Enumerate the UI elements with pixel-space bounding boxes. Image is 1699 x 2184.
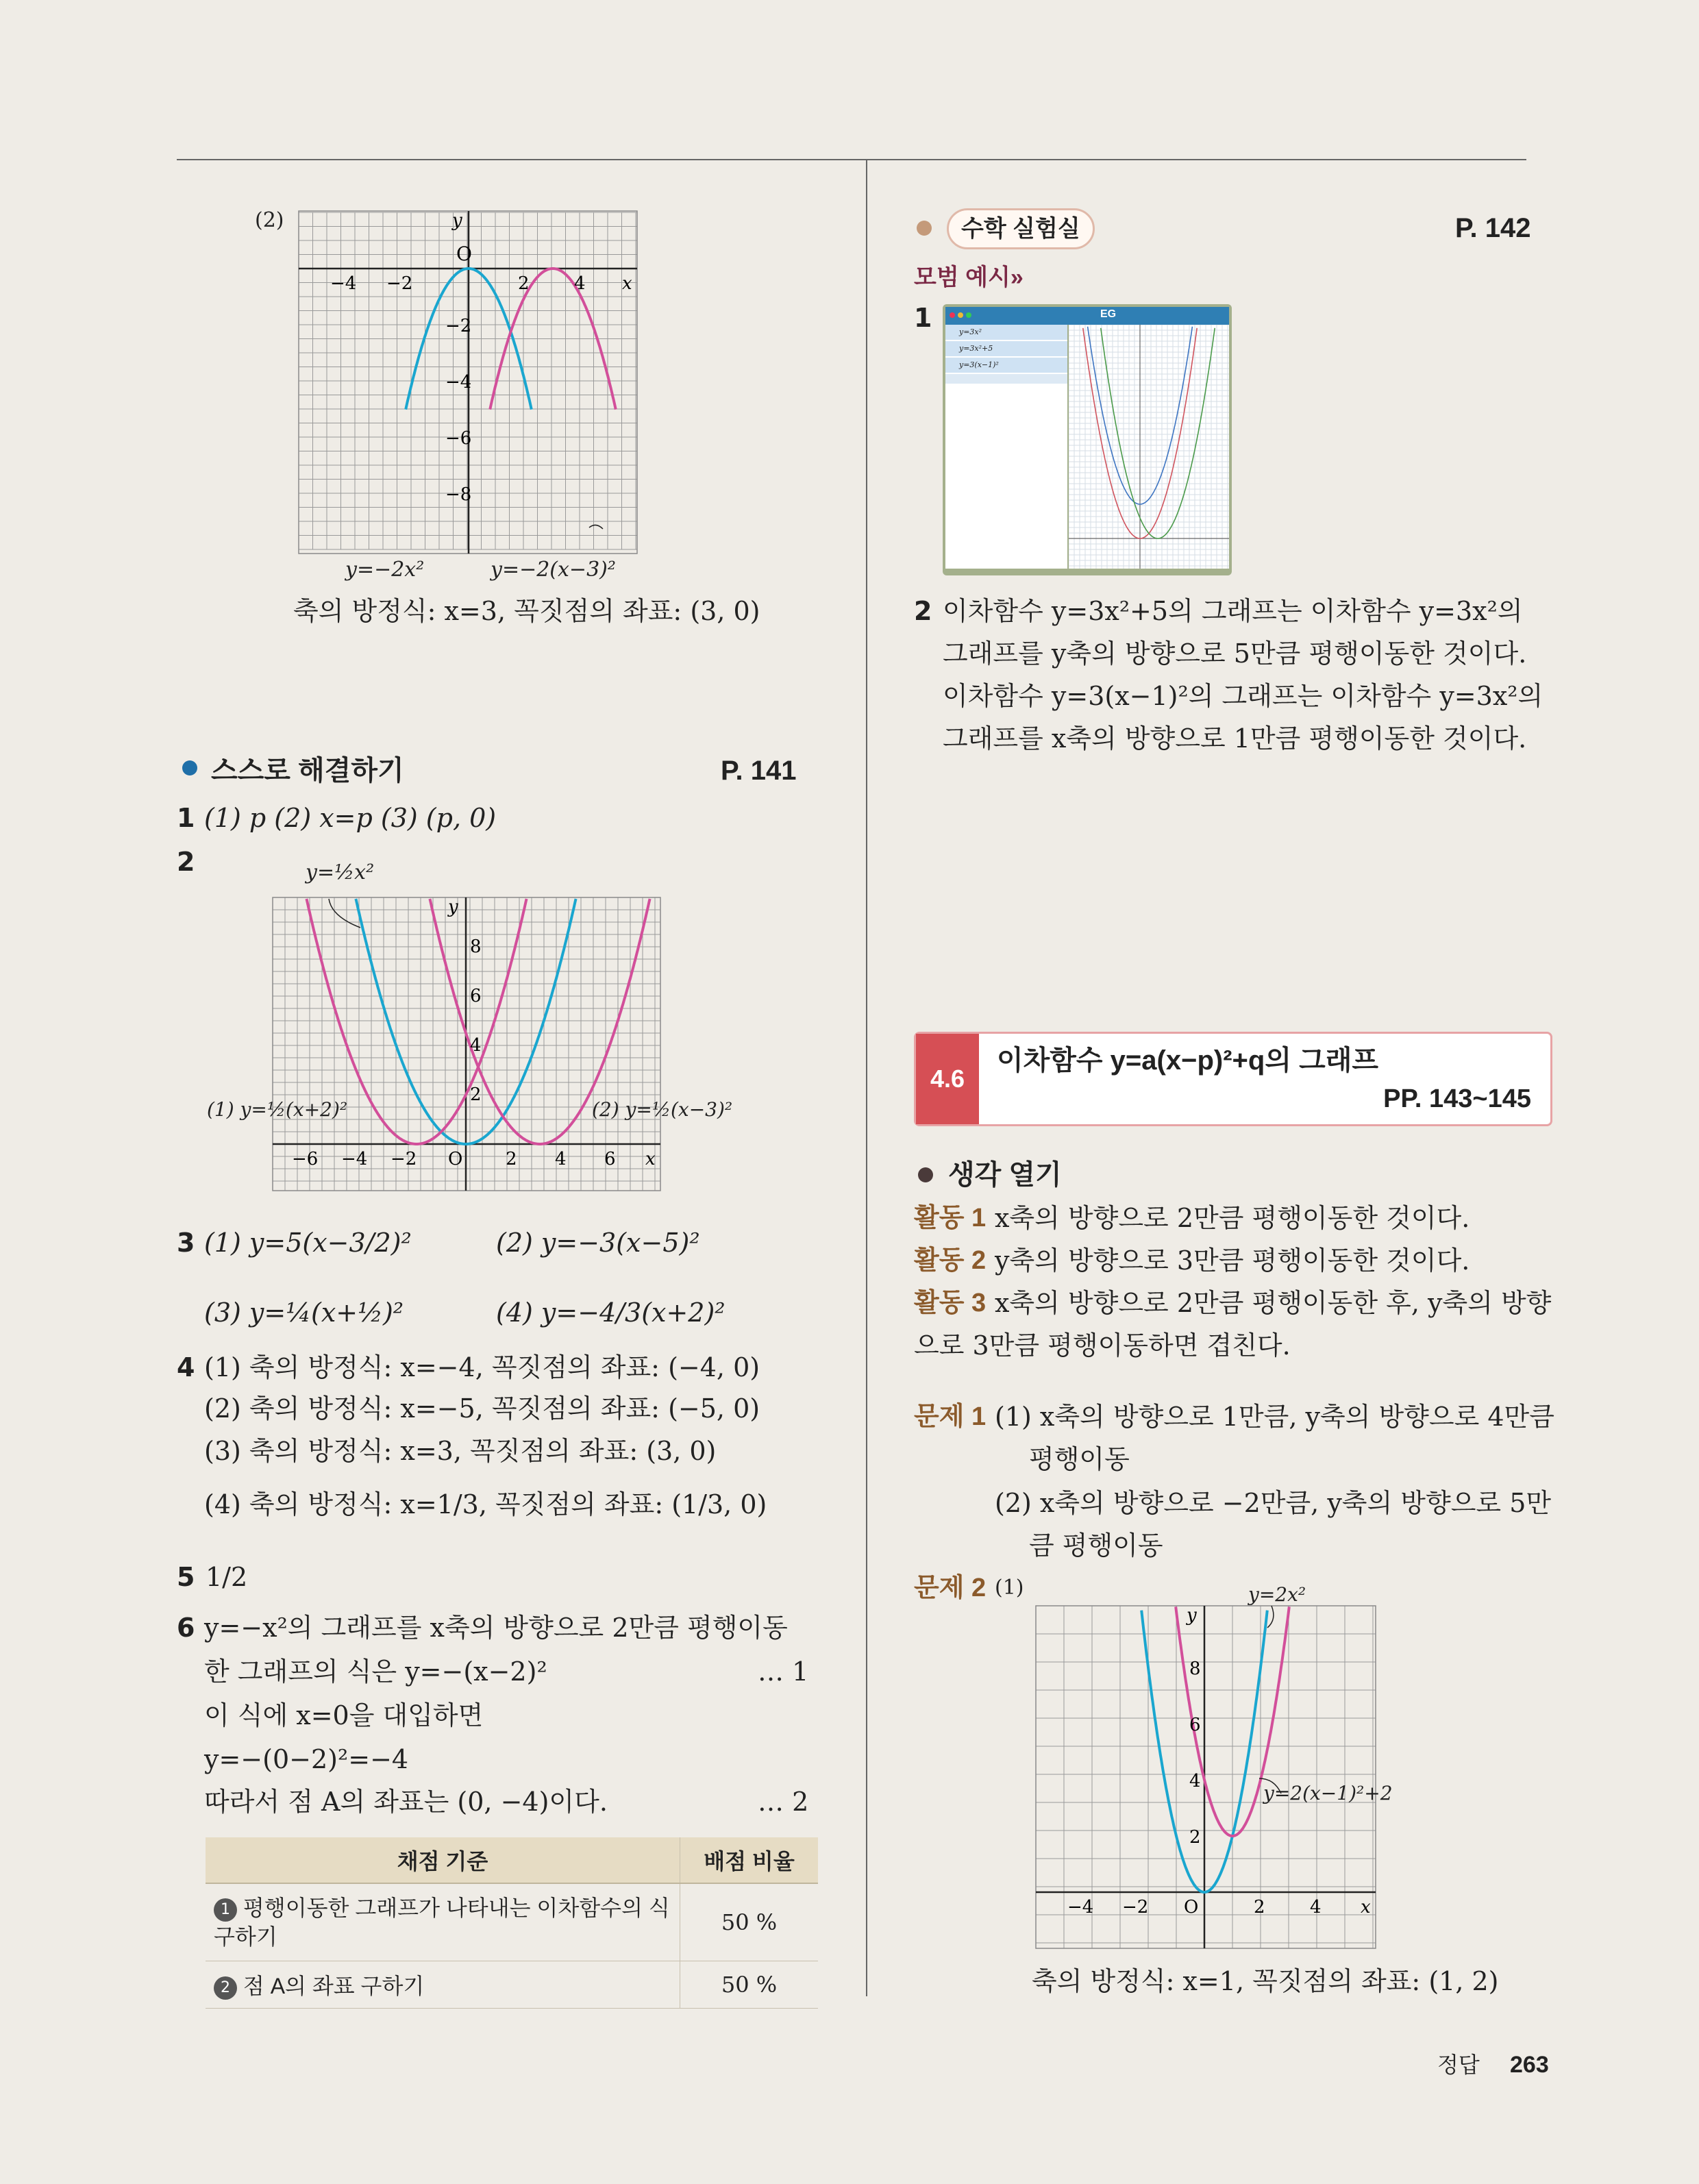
- xtick: −4: [341, 1149, 368, 1169]
- column-divider: [866, 160, 867, 1996]
- activity-1-label: 활동 1: [914, 1204, 987, 1232]
- circle-number-1: 1: [214, 1898, 237, 1922]
- ytick: −6: [445, 428, 472, 449]
- section-page: P. 141: [721, 756, 797, 786]
- xtick: 2: [518, 273, 530, 294]
- q3-number: 3: [177, 1228, 195, 1258]
- table-row: [206, 1883, 818, 1961]
- q1-number: 1: [177, 803, 195, 833]
- q6-line-5: 따라서 점 A의 좌표는 (0, −4)이다.: [204, 1787, 608, 1817]
- banner-pages: PP. 143~145: [1383, 1084, 1531, 1113]
- activity-2-text: y축의 방향으로 3만큼 평행이동한 것이다.: [995, 1245, 1470, 1276]
- app-expression-item[interactable]: y=3x²+5: [945, 341, 1067, 356]
- xtick: 4: [574, 273, 586, 294]
- y-axis-label: y: [448, 897, 458, 917]
- lab-q2-line-1: 이차함수 y=3x²+5의 그래프는 이차함수 y=3x²의: [943, 596, 1523, 626]
- label-pointer-arrow: [589, 525, 603, 529]
- label-pointer-arrow: [1267, 1606, 1274, 1628]
- lab-q2-line-2: 그래프를 y축의 방향으로 5만큼 평행이동한 것이다.: [943, 638, 1527, 669]
- problem-1-line-1: (1) x축의 방향으로 1만큼, y축의 방향으로 4만큼: [995, 1402, 1554, 1432]
- q3-b: (2) y=−3(x−5)²: [496, 1228, 700, 1258]
- lab-q2-line-3: 이차함수 y=3(x−1)²의 그래프는 이차함수 y=3x²의: [943, 681, 1543, 711]
- q3-a: (1) y=5(x−3/2)²: [204, 1228, 412, 1258]
- window-close-icon[interactable]: [950, 312, 955, 318]
- app-logo-icon: EG: [1100, 308, 1117, 320]
- footer-page-number: 263: [1510, 2052, 1549, 2078]
- xtick: 4: [555, 1149, 567, 1169]
- think-title: 생각 열기: [948, 1160, 1062, 1190]
- ytick: 2: [470, 1084, 482, 1105]
- xtick: −2: [1122, 1897, 1149, 1918]
- app-screenshot: [943, 304, 1232, 575]
- q2-number: 2: [177, 847, 195, 877]
- header-rule: [177, 159, 869, 160]
- app-side-panel: [945, 325, 1067, 569]
- xtick: −2: [386, 273, 413, 294]
- q4-item-2: (2) 축의 방정식: x=−5, 꼭짓점의 좌표: (−5, 0): [204, 1393, 760, 1424]
- origin-label: O: [1184, 1897, 1199, 1918]
- xtick: 4: [1310, 1897, 1322, 1918]
- app-expression-item[interactable]: y=3(x−1)²: [945, 358, 1067, 373]
- problem-1-line-3: (2) x축의 방향으로 −2만큼, y축의 방향으로 5만: [995, 1488, 1552, 1518]
- ytick: 4: [470, 1035, 482, 1056]
- q4-item-4: (4) 축의 방정식: x=1/3, 꼭짓점의 좌표: (1/3, 0): [204, 1489, 767, 1519]
- lab-item-number: 1: [914, 303, 932, 333]
- graph2: [295, 206, 651, 562]
- problem-1-line-2: 평행이동: [1029, 1444, 1130, 1474]
- q1-answer: (1) p (2) x=p (3) (p, 0): [204, 803, 497, 833]
- xtick: −2: [390, 1149, 417, 1169]
- table-row: [206, 1961, 818, 2009]
- problem-1-line-4: 큼 평행이동: [1029, 1530, 1163, 1561]
- problem-2-label: 문제 2: [914, 1574, 987, 1602]
- q2-label-2: (2) y=½(x−3)²: [592, 1098, 733, 1121]
- q6-mark-1: … 1: [758, 1656, 809, 1687]
- x-axis-label: x: [1361, 1897, 1371, 1918]
- activity-1-text: x축의 방향으로 2만큼 평행이동한 것이다.: [995, 1203, 1470, 1233]
- table-row-2-criteria: 점 A의 좌표 구하기: [243, 1974, 425, 1998]
- section-bullet-blue: [182, 760, 197, 775]
- app-expression-item[interactable]: y=3x²: [945, 325, 1067, 340]
- y-axis-label: y: [1187, 1605, 1197, 1626]
- q3-c: (3) y=¼(x+½)²: [204, 1298, 404, 1328]
- origin-label: O: [456, 243, 472, 265]
- lab-title-badge: 수학 실험실: [947, 208, 1095, 249]
- ytick: 8: [1189, 1659, 1201, 1679]
- lab-example-label: 모범 예시»: [914, 264, 1024, 290]
- xtick: 6: [604, 1149, 616, 1169]
- activity-3-text: x축의 방향으로 2만큼 평행이동한 후, y축의 방향: [995, 1288, 1552, 1318]
- q6-line-1: y=−x²의 그래프를 x축의 방향으로 2만큼 평행이동: [204, 1613, 788, 1643]
- xtick: −6: [292, 1149, 319, 1169]
- circle-number-2: 2: [214, 1976, 237, 2000]
- graph-q2: [269, 893, 666, 1195]
- banner-number: 4.6: [916, 1034, 979, 1124]
- graph2-eq2: y=−2(x−3)²: [491, 558, 616, 582]
- lab-page: P. 142: [1455, 213, 1531, 243]
- lab-bullet: [917, 221, 932, 236]
- q6-line-4: y=−(0−2)²=−4: [204, 1744, 409, 1774]
- q3-d: (4) y=−4/3(x+2)²: [496, 1298, 726, 1328]
- ytick: 4: [1189, 1771, 1201, 1791]
- lab-q2-number: 2: [914, 596, 932, 626]
- q6-line-2: 한 그래프의 식은 y=−(x−2)²: [204, 1656, 547, 1687]
- graph2-caption: 축의 방정식: x=3, 꼭짓점의 좌표: (3, 0): [293, 596, 760, 626]
- app-toolbar: [945, 307, 1229, 325]
- ytick: 8: [470, 936, 482, 957]
- q6-line-3: 이 식에 x=0을 대입하면: [204, 1700, 484, 1730]
- graph2-eq1: y=−2x²: [345, 558, 425, 582]
- q5-number: 5: [177, 1562, 195, 1592]
- window-maximize-icon[interactable]: [966, 312, 971, 318]
- q2-label-1: (1) y=½(x+2)²: [207, 1098, 348, 1121]
- ytick: −8: [445, 484, 472, 505]
- q6-number: 6: [177, 1613, 195, 1643]
- app-graph-canvas: [1069, 325, 1229, 569]
- table-row-2-ratio: 50 %: [680, 1961, 819, 2009]
- footer-label: 정답: [1437, 2052, 1480, 2077]
- q4-number: 4: [177, 1352, 195, 1382]
- q6-mark-2: … 2: [758, 1787, 809, 1817]
- q5-answer: 1/2: [206, 1562, 248, 1592]
- table-header-criteria: 채점 기준: [206, 1837, 680, 1883]
- activity-3-label: 활동 3: [914, 1289, 987, 1317]
- scoring-table: [206, 1837, 818, 2009]
- header-rule-right: [869, 159, 1526, 160]
- ytick: 2: [1189, 1827, 1201, 1848]
- problem-2-eq2: y=2(x−1)²+2: [1263, 1782, 1393, 1804]
- activity-2-label: 활동 2: [914, 1246, 987, 1275]
- origin-label: O: [448, 1149, 463, 1169]
- problem-2-eq1: y=2x²: [1248, 1583, 1306, 1606]
- q2-top-label: y=½x²: [306, 860, 375, 884]
- q4-item-3: (3) 축의 방정식: x=3, 꼭짓점의 좌표: (3, 0): [204, 1436, 717, 1466]
- xtick: 2: [1254, 1897, 1265, 1918]
- xtick: −4: [330, 273, 357, 294]
- problem-1-label: 문제 1: [914, 1402, 987, 1431]
- activity-3-text-cont: 으로 3만큼 평행이동하면 겹친다.: [914, 1330, 1291, 1361]
- lab-q2-line-4: 그래프를 x축의 방향으로 1만큼 평행이동한 것이다.: [943, 723, 1527, 754]
- think-bullet: [918, 1167, 933, 1182]
- table-row-1-criteria: 평행이동한 그래프가 나타내는 이차함수의 식 구하기: [214, 1896, 670, 1949]
- table-header-row: [206, 1837, 818, 1883]
- problem-2-sub: (1): [995, 1576, 1024, 1600]
- x-axis-label: x: [622, 273, 632, 294]
- graph2-label: (2): [255, 208, 284, 232]
- section-title: 스스로 해결하기: [211, 756, 404, 786]
- xtick: −4: [1067, 1897, 1094, 1918]
- table-row-1-ratio: 50 %: [680, 1883, 819, 1961]
- window-minimize-icon[interactable]: [958, 312, 963, 318]
- ytick: 6: [1189, 1715, 1201, 1735]
- problem-2-caption: 축의 방정식: x=1, 꼭짓점의 좌표: (1, 2): [1032, 1966, 1499, 1996]
- ytick: −2: [445, 316, 472, 336]
- ytick: 6: [470, 986, 482, 1006]
- y-axis-label: y: [452, 210, 462, 231]
- x-axis-label: x: [645, 1149, 656, 1169]
- table-header-ratio: 배점 비율: [680, 1837, 819, 1883]
- q4-item-1: (1) 축의 방정식: x=−4, 꼭짓점의 좌표: (−4, 0): [204, 1352, 760, 1382]
- ytick: −4: [445, 372, 472, 393]
- banner-title: 이차함수 y=a(x−p)²+q의 그래프: [997, 1045, 1378, 1076]
- xtick: 2: [506, 1149, 517, 1169]
- section-banner: [914, 1032, 1552, 1126]
